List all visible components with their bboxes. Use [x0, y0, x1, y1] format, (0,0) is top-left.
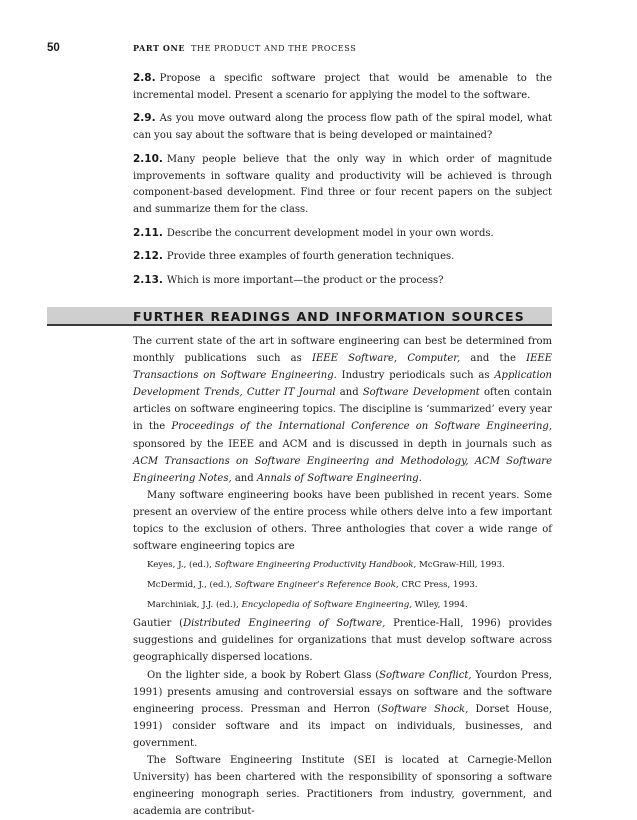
running-header [0, 42, 637, 56]
paragraph-1 [133, 333, 552, 487]
text-run: Prentice-Hall, 1996) provides suggestions and guidelines for organizations that must develop software across geographically dispersed locations. [133, 618, 552, 664]
book-title: Software Shock, [381, 703, 469, 715]
ref-author: Marchiniak, J.J. (ed.), [147, 600, 242, 611]
problem-item [133, 248, 552, 266]
publication-title: Annals of Software Engineering. [256, 472, 422, 484]
problem-item [133, 70, 552, 104]
problem-text: Provide three examples of fourth generation techniques. [166, 251, 455, 263]
problem-item [133, 151, 552, 219]
problem-text: Many people believe that the only way in which order of magnitude improvements in software quality and productivity will be achieved is through component-based development. Find three or four recent papers on the subject and summarize them for the class. [133, 153, 552, 215]
text-run: Yourdon Press, 1991) presents amusing and controversial essays on software and the software engineering process. Pressman and Herron ( [133, 669, 552, 715]
book-title: Software Conflict, [379, 669, 472, 681]
part-title: THE PRODUCT AND THE PROCESS [191, 44, 357, 53]
problem-item [133, 272, 552, 290]
ref-author: McDermid, J., (ed.), [147, 580, 236, 591]
ref-title: Software Engineer’s Reference Book, [235, 580, 399, 591]
reference-list [133, 555, 552, 615]
paragraph-2: Many software engineering books have been published in recent years. Some present an overview of the entire process while others delve into a few important topics to the exclusion of others. Three anthologies that cover a wide range of software engineering topics are [133, 489, 552, 553]
part-label: PART ONE [133, 43, 186, 53]
problem-number: 2.8. [133, 72, 156, 84]
publication-title: IEEE Software, Computer, [312, 353, 461, 365]
text-run: The current state of the art in software engineering can best be determined from monthly publications such as [133, 336, 552, 365]
text-run: Gautier ( [133, 618, 184, 630]
text-run: Industry periodicals such as [336, 370, 495, 382]
problem-number: 2.12. [133, 250, 163, 263]
problem-item [133, 110, 552, 144]
paragraph-4 [133, 667, 552, 752]
reference-item [133, 595, 552, 615]
ref-title: Software Engineering Productivity Handbook, [214, 560, 417, 571]
section-heading: FURTHER READINGS AND INFORMATION SOURCES [133, 309, 525, 324]
problem-text: Which is more important—the product or the process? [166, 275, 444, 287]
ref-publisher: CRC Press, 1993. [398, 580, 478, 591]
publication-title: ACM Transactions on Software Engineering and Methodology, ACM Software Engineering Notes, [133, 455, 552, 484]
book-title: Distributed Engineering of Software, [183, 618, 386, 630]
text-run: sponsored by the IEEE and ACM and is discussed in depth in journals such as [133, 438, 552, 450]
text-run: Dorset House, 1991) consider software and its impact on individuals, businesses, and government. [133, 703, 553, 749]
problem-item [133, 225, 552, 243]
paragraph-5: The Software Engineering Institute (SEI is located at Carnegie-Mellon University) has been chartered with the responsibility of sponsoring a software engineering monograph series. Practitioners from industry, government, and academia are contribut- [133, 754, 552, 818]
section-body [133, 333, 552, 820]
reference-item [133, 555, 552, 575]
ref-title: Encyclopedia of Software Engineering, [241, 600, 412, 611]
ref-publisher: Wiley, 1994. [411, 600, 468, 611]
problem-list [133, 70, 552, 296]
running-head [133, 43, 356, 53]
publication-title: Proceedings of the International Conference on Software Engineering, [171, 421, 553, 433]
text-run: On the lighter side, a book by Robert Glass ( [147, 669, 380, 681]
problem-number: 2.11. [133, 226, 163, 239]
text-run: and the [460, 353, 527, 365]
problem-text: Propose a specific software project that would be amenable to the incremental model. Present a scenario for applying the model to the software. [133, 73, 552, 101]
text-run: and [335, 387, 363, 399]
section-heading-band [47, 307, 552, 326]
text-run: and [231, 472, 257, 484]
publication-title: Application Development Trends, Cutter IT Journal [133, 370, 552, 399]
publication-title: IEEE Transactions on Software Engineering. [133, 353, 552, 382]
paragraph-3 [133, 615, 552, 666]
ref-publisher: McGraw-Hill, 1993. [416, 560, 505, 571]
reference-item [133, 575, 552, 595]
publication-title: Software Development [362, 387, 480, 399]
problem-text: As you move outward along the process flow path of the spiral model, what can you say about the software that is being developed or maintained? [133, 113, 552, 142]
page-number: 50 [47, 42, 60, 54]
problem-text: Describe the concurrent development model in your own words. [166, 227, 494, 239]
problem-number: 2.13. [133, 274, 163, 287]
problem-number: 2.9. [133, 112, 156, 125]
problem-number: 2.10. [133, 152, 163, 165]
text-run: often contain articles on software engineering topics. The discipline is ‘summarized’ every year in the [133, 387, 552, 433]
ref-author: Keyes, J., (ed.), [147, 560, 215, 571]
